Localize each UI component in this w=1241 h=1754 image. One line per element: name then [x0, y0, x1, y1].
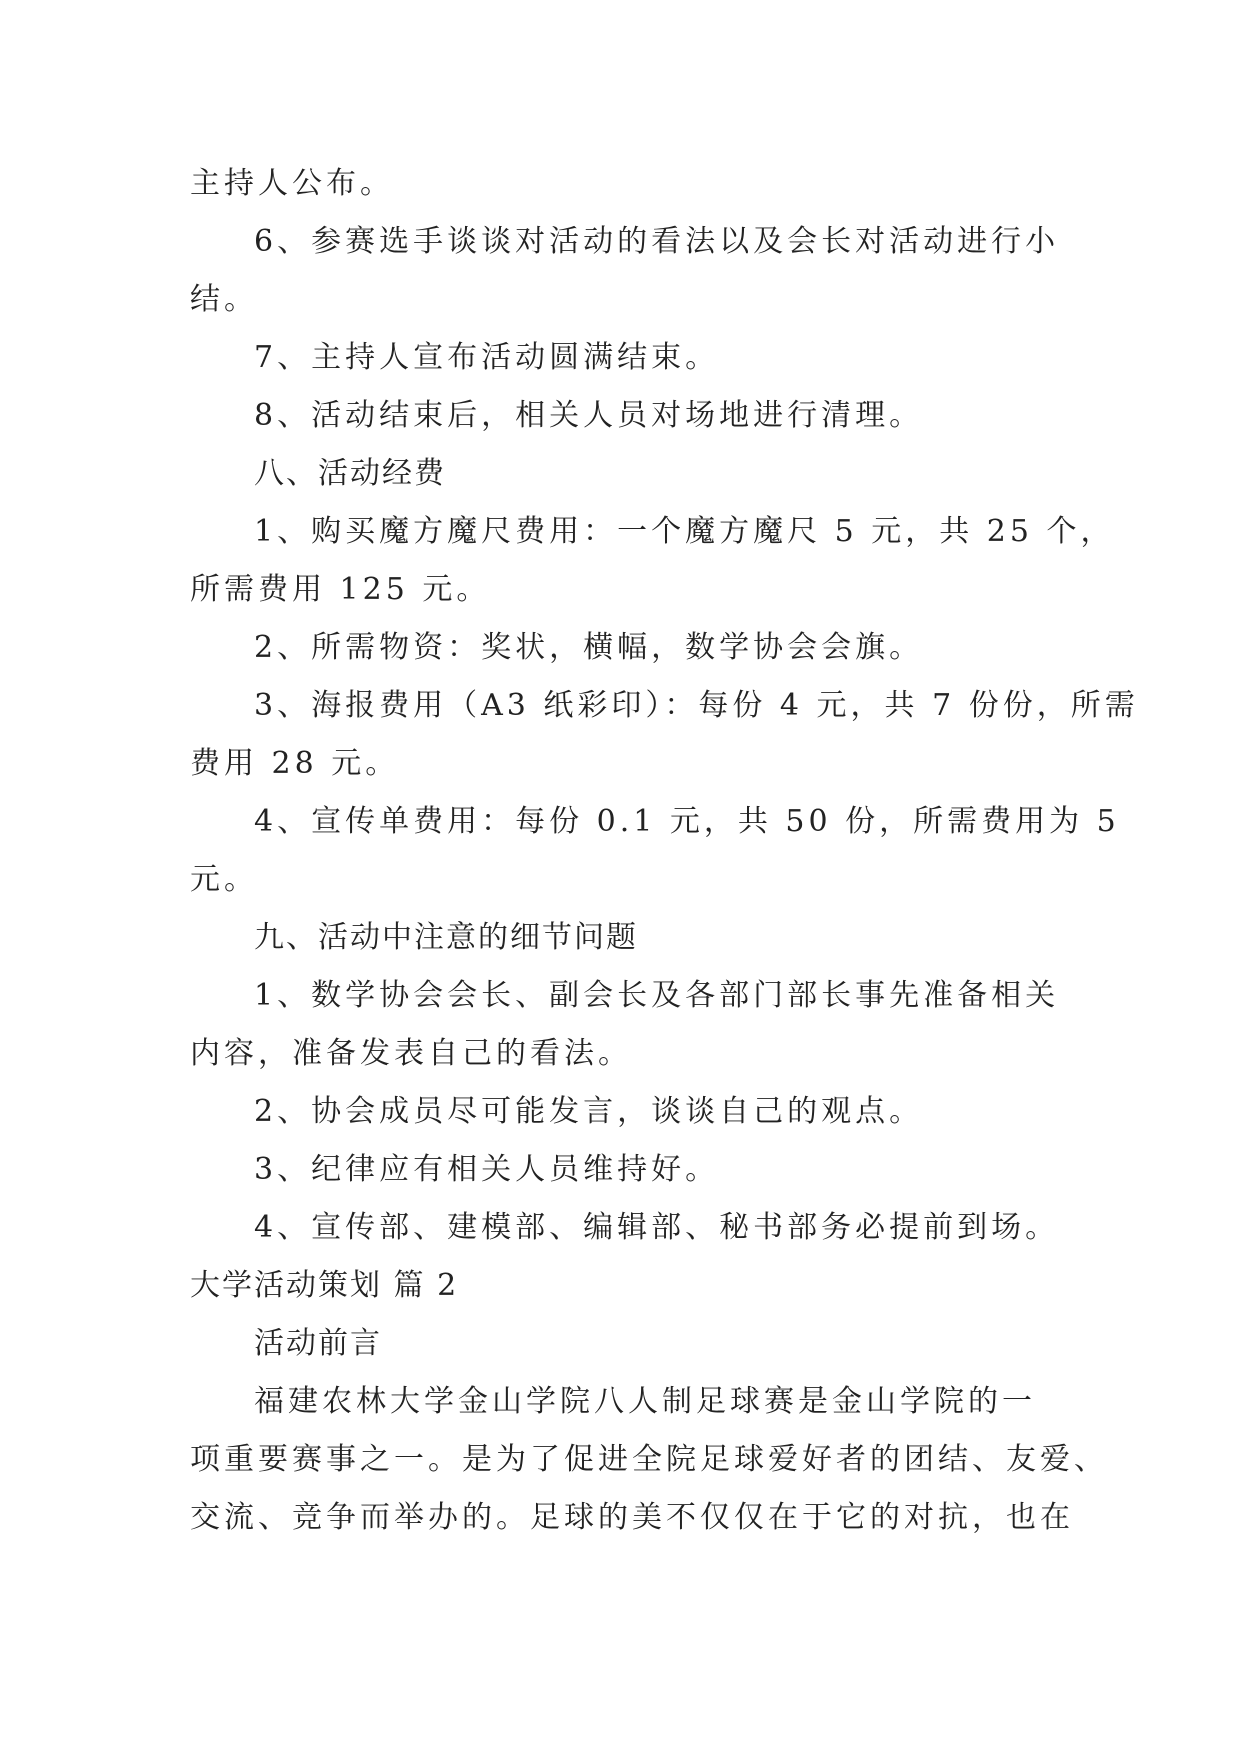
text-line: 4、宣传部、建模部、编辑部、秘书部务必提前到场。: [254, 1210, 1060, 1245]
text-line: 3、海报费用（A3 纸彩印）：每份 4 元，共 7 份份，所需: [254, 688, 1139, 723]
text-line: 内容，准备发表自己的看法。: [190, 1036, 632, 1071]
text-line: 3、纪律应有相关人员维持好。: [254, 1152, 720, 1187]
text-line: 项重要赛事之一。是为了促进全院足球爱好者的团结、友爱、: [190, 1442, 1108, 1477]
text-line: 交流、竞争而举办的。足球的美不仅仅在于它的对抗，也在: [190, 1500, 1074, 1535]
section-heading: 活动前言: [254, 1326, 382, 1361]
text-line: 1、购买魔方魔尺费用：一个魔方魔尺 5 元，共 25 个，: [254, 514, 1115, 549]
text-line: 福建农林大学金山学院八人制足球赛是金山学院的一: [254, 1384, 1036, 1419]
document-page: [190, 155, 1139, 1547]
text-line: 8、活动结束后，相关人员对场地进行清理。: [254, 398, 924, 433]
section-heading: 八、活动经费: [254, 456, 446, 491]
article-title: 大学活动策划 篇 2: [190, 1268, 459, 1303]
text-line: 元。: [190, 862, 258, 897]
text-line: 6、参赛选手谈谈对活动的看法以及会长对活动进行小: [254, 224, 1060, 259]
text-line: 结。: [190, 282, 258, 317]
section-heading: 九、活动中注意的细节问题: [254, 920, 638, 955]
text-line: 7、主持人宣布活动圆满结束。: [254, 340, 720, 375]
text-line: 所需费用 125 元。: [190, 572, 491, 607]
text-line: 费用 28 元。: [190, 746, 400, 781]
text-line: 主持人公布。: [190, 166, 394, 201]
text-line: 4、宣传单费用：每份 0.1 元，共 50 份，所需费用为 5: [254, 804, 1120, 839]
text-line: 1、数学协会会长、副会长及各部门部长事先准备相关: [254, 978, 1060, 1013]
text-line: 2、所需物资：奖状，横幅，数学协会会旗。: [254, 630, 924, 665]
text-line: 2、协会成员尽可能发言，谈谈自己的观点。: [254, 1094, 924, 1129]
